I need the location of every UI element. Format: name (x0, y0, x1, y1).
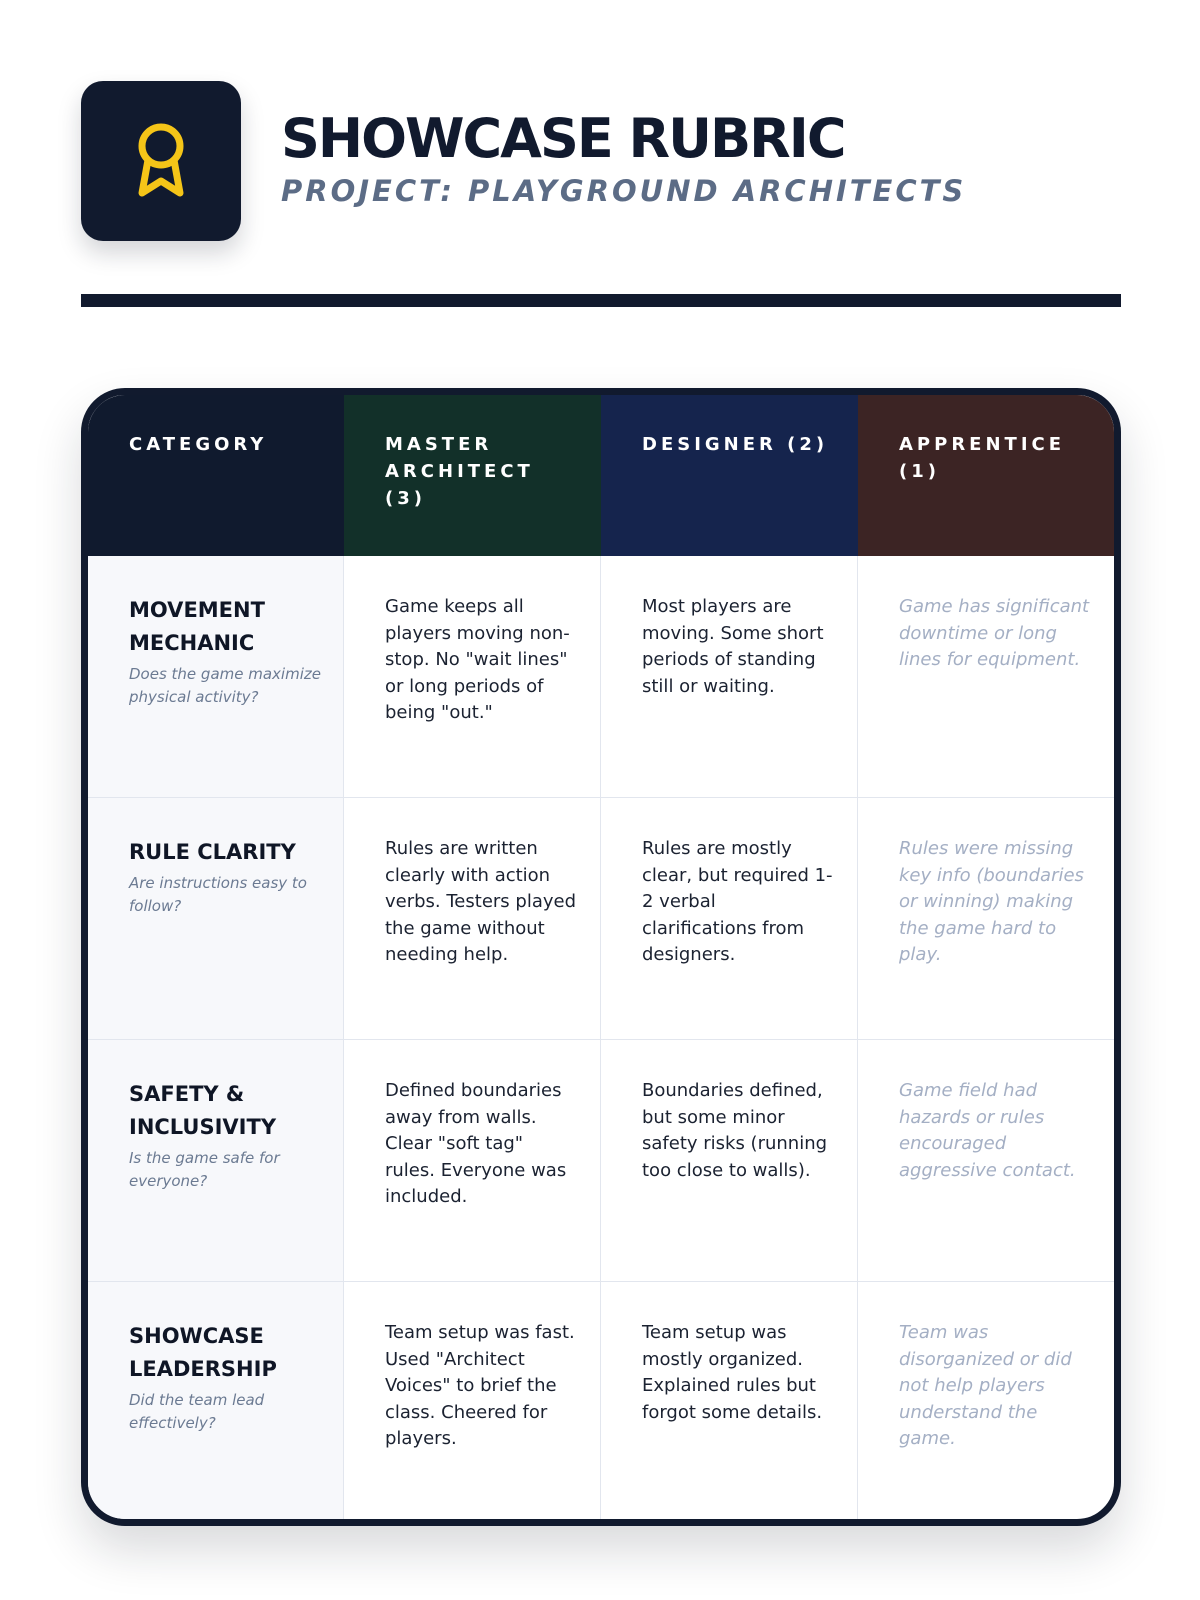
category-name: SHOWCASE LEADERSHIP (129, 1324, 277, 1381)
master-criteria-cell: Defined boundaries away from walls. Clear "soft tag" rules. Everyone was included. (344, 1040, 601, 1282)
category-cell (88, 556, 344, 798)
category-cell (88, 1040, 344, 1282)
column-header-category: CATEGORY (88, 395, 344, 556)
designer-criteria-cell: Team setup was mostly organized. Explained rules but forgot some details. (601, 1282, 858, 1519)
column-header-designer: DESIGNER (2) (601, 395, 858, 556)
master-criteria-cell: Rules are written clearly with action verbs. Testers played the game without needing help. (344, 798, 601, 1040)
category-cell (88, 798, 344, 1040)
designer-criteria-cell: Rules are mostly clear, but required 1-2 verbal clarifications from designers. (601, 798, 858, 1040)
page-header (81, 81, 1121, 241)
category-question: Is the game safe for everyone? (129, 1149, 280, 1190)
category-name: MOVEMENT MECHANIC (129, 598, 265, 655)
page-subtitle: PROJECT: PLAYGROUND ARCHITECTS (281, 174, 967, 208)
award-ribbon-icon (134, 123, 188, 199)
master-criteria-cell: Team setup was fast. Used "Architect Voices" to brief the class. Cheered for players. (344, 1282, 601, 1519)
designer-criteria-cell: Most players are moving. Some short periods of standing still or waiting. (601, 556, 858, 798)
category-question: Does the game maximize physical activity? (129, 665, 321, 706)
category-question: Did the team lead effectively? (129, 1391, 265, 1432)
category-question: Are instructions easy to follow? (129, 874, 307, 915)
apprentice-criteria-cell: Game field had hazards or rules encouraged aggressive contact. (858, 1040, 1114, 1282)
apprentice-criteria-cell: Game has significant downtime or long lines for equipment. (858, 556, 1114, 798)
rubric-grid (88, 395, 1114, 1519)
rubric-table (81, 388, 1121, 1526)
page-title: SHOWCASE RUBRIC (281, 107, 845, 170)
logo-badge (81, 81, 241, 241)
category-name: RULE CLARITY (129, 840, 296, 864)
category-cell (88, 1282, 344, 1519)
master-criteria-cell: Game keeps all players moving non-stop. No "wait lines" or long periods of being "out." (344, 556, 601, 798)
column-header-master-architect: MASTER ARCHITECT (3) (344, 395, 601, 556)
apprentice-criteria-cell: Team was disorganized or did not help players understand the game. (899, 1322, 1072, 1449)
designer-criteria-cell: Boundaries defined, but some minor safety risks (running too close to walls). (601, 1040, 858, 1282)
column-header-apprentice: APPRENTICE (1) (858, 395, 1114, 556)
header-divider (81, 294, 1121, 307)
category-name: SAFETY & INCLUSIVITY (129, 1082, 277, 1139)
apprentice-criteria-cell: Rules were missing key info (boundaries or winning) making the game hard to play. (858, 798, 1114, 1040)
